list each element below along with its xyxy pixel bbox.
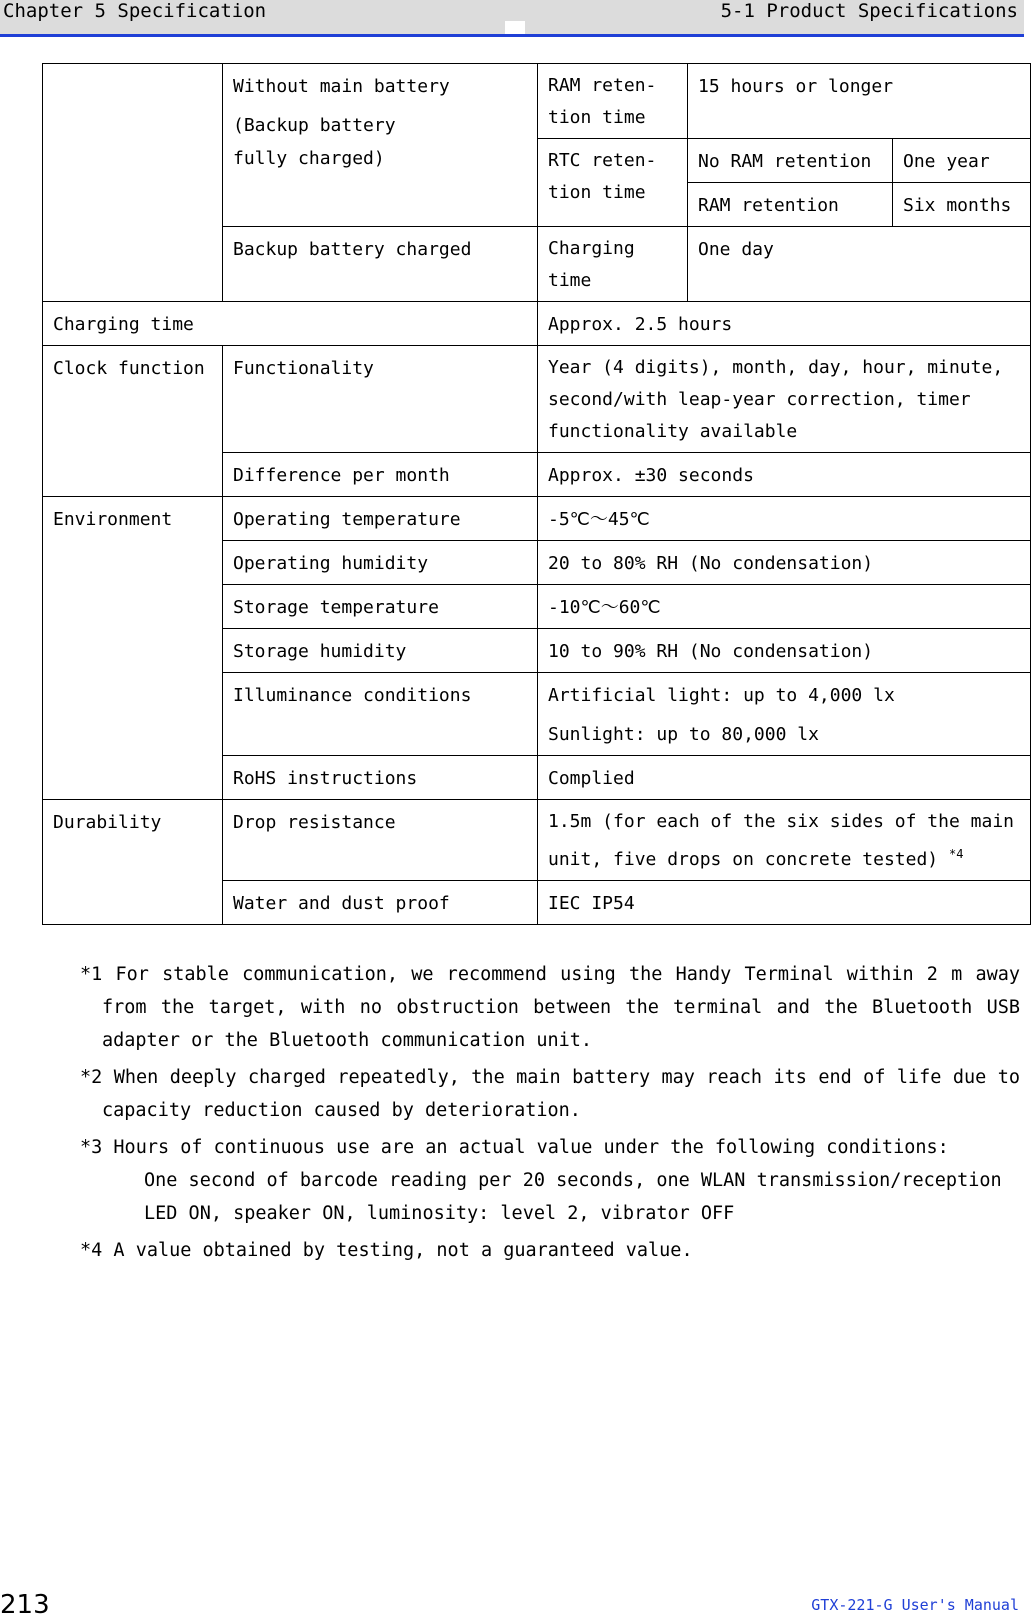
cell-difference: Difference per month	[223, 453, 538, 497]
manual-title: GTX-221-G User's Manual	[811, 1596, 1019, 1614]
table-row	[43, 497, 1031, 541]
cell-illuminance: Illuminance conditions	[223, 673, 538, 756]
cell-rohs: RoHS instructions	[223, 756, 538, 800]
page-header	[0, 0, 1024, 34]
cell-charging-value: Approx. 2.5 hours	[538, 302, 1031, 346]
cell-drop-value: 1.5m (for each of the six sides of the main unit, five drops on concrete tested) $^{*4}$	[538, 800, 1031, 881]
footnote-4: *4 A value obtained by testing, not a guaranteed value.	[80, 1240, 693, 1261]
cell-drop: Drop resistance	[223, 800, 538, 881]
cell-env-value: 10 to 90% RH (No condensation)	[538, 629, 1031, 673]
cell-ram-label: RAM reten-tion time	[538, 64, 688, 139]
cell-illuminance-value: Artificial light: up to 4,000 lx Sunlight: up to 80,000 lx	[538, 673, 1031, 756]
spec-table	[42, 63, 1031, 925]
chapter-title: Chapter 5 Specification	[3, 0, 267, 22]
cell-water-value: IEC IP54	[538, 881, 1031, 925]
cell-env-key: Storage humidity	[223, 629, 538, 673]
cell-functionality-value: Year (4 digits), month, day, hour, minute, second/with leap-year correction, timer functionality available	[538, 346, 1031, 453]
table-row	[43, 346, 1031, 453]
cell-one-day: One day	[688, 227, 1031, 302]
cell-durability-group: Durability	[43, 800, 223, 925]
cell-without-battery: Without main battery (Backup battery fully charged)	[223, 64, 538, 227]
table-row	[43, 64, 1031, 139]
cell-env-value: -10℃～60℃	[538, 585, 1031, 629]
footnote-3-line-1: One second of barcode reading per 20 seconds, one WLAN transmission/reception	[144, 1170, 1002, 1191]
footnote-ref: *4	[948, 847, 964, 861]
cell-ram-val: Six months	[893, 183, 1031, 227]
cell-ram-value: 15 hours or longer	[688, 64, 1031, 139]
footnotes	[80, 958, 1020, 1267]
header-rule	[0, 34, 1024, 37]
cell-no-ram: No RAM retention	[688, 139, 893, 183]
cell-charging-time-label: Charging time	[538, 227, 688, 302]
cell-environment-group: Environment	[43, 497, 223, 800]
cell-water: Water and dust proof	[223, 881, 538, 925]
footnote-1: *1 For stable communication, we recommend using the Handy Terminal within 2 m away from the target, with no obstruction between the terminal and the Bluetooth USB adapter or the Bluetooth communication unit.	[80, 964, 1020, 1051]
cell-env-key: Operating temperature	[223, 497, 538, 541]
cell-clock-group: Clock function	[43, 346, 223, 497]
footnote-3-line-2: LED ON, speaker ON, luminosity: level 2, vibrator OFF	[144, 1203, 735, 1224]
footnote-3: *3 Hours of continuous use are an actual value under the following conditions: One second of barcode reading per 20 seconds, one WLAN transmission/reception LED ON, speaker ON, luminosity: level 2, vibrator OFF	[80, 1131, 1020, 1230]
cell-rohs-value: Complied	[538, 756, 1031, 800]
cell-rtc-label: RTC reten-tion time	[538, 139, 688, 227]
cell-difference-value: Approx. ±30 seconds	[538, 453, 1031, 497]
empty-cell	[43, 64, 223, 302]
section-title: 5-1 Product Specifications	[720, 0, 1018, 22]
table-row	[43, 800, 1031, 881]
cell-ram: RAM retention	[688, 183, 893, 227]
cell-env-key: Storage temperature	[223, 585, 538, 629]
cell-charging-time: Charging time	[43, 302, 538, 346]
cell-env-key: Operating humidity	[223, 541, 538, 585]
cell-env-value: 20 to 80% RH (No condensation)	[538, 541, 1031, 585]
footnote-2: *2 When deeply charged repeatedly, the main battery may reach its end of life due to capacity reduction caused by deterioration.	[80, 1067, 1020, 1121]
table-row	[43, 302, 1031, 346]
cell-backup-charged: Backup battery charged	[223, 227, 538, 302]
cell-no-ram-val: One year	[893, 139, 1031, 183]
cell-functionality: Functionality	[223, 346, 538, 453]
page-number: 213	[0, 1590, 50, 1620]
cell-env-value: -5℃～45℃	[538, 497, 1031, 541]
